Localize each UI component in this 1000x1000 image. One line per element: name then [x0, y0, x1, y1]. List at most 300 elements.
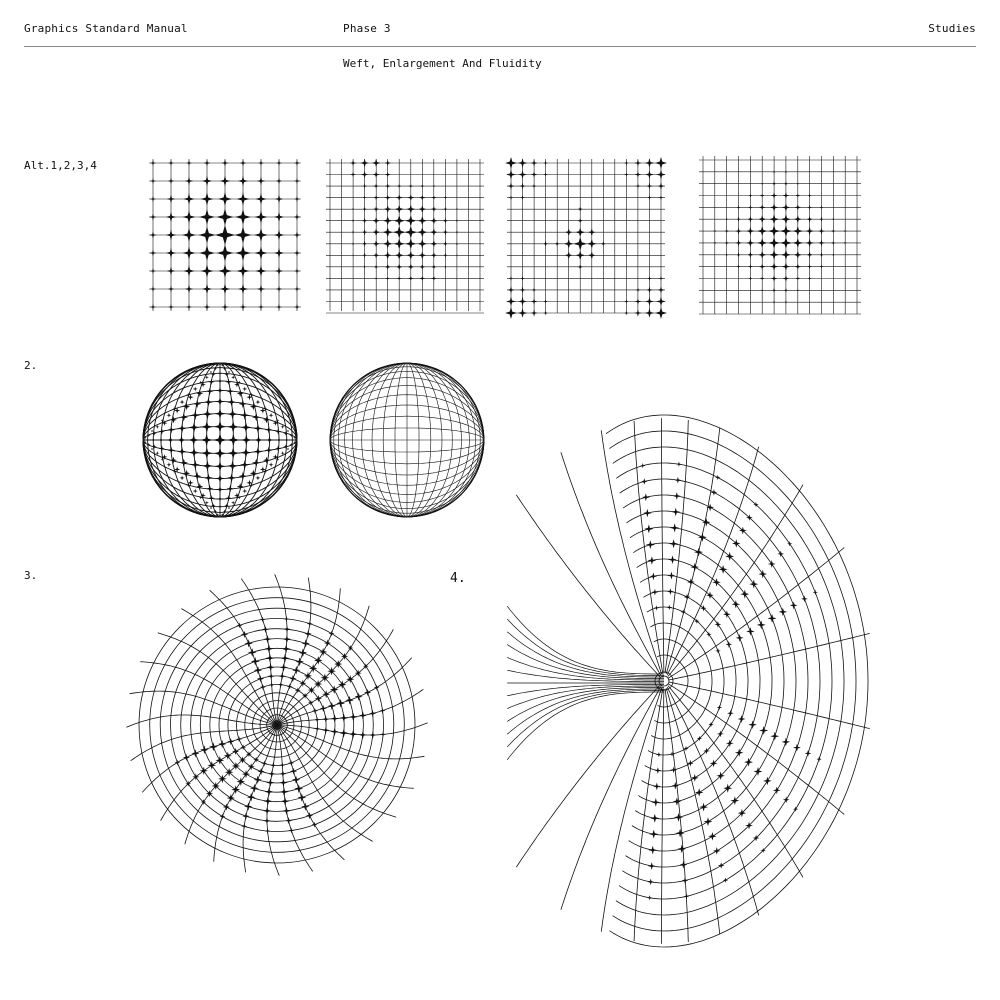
node-star: [151, 429, 154, 432]
node-star: [362, 253, 367, 258]
node-star: [408, 184, 413, 189]
node-star: [189, 422, 200, 433]
node-star: [322, 716, 329, 723]
node-star: [383, 205, 392, 214]
node-star: [294, 160, 300, 166]
node-star: [531, 287, 536, 292]
node-star: [455, 254, 458, 257]
node-star: [241, 447, 252, 458]
node-star: [796, 182, 800, 186]
node-star: [286, 429, 289, 432]
node-star: [232, 748, 239, 755]
node-star: [652, 798, 661, 807]
node-star: [297, 793, 306, 802]
node-star: [202, 284, 212, 294]
node-star: [216, 387, 224, 395]
node-star: [419, 275, 425, 281]
node-star: [254, 228, 268, 242]
node-star: [369, 731, 376, 738]
node-star: [166, 462, 171, 467]
node-star: [407, 194, 414, 201]
study-alt-4: [699, 156, 861, 314]
node-star: [746, 239, 755, 248]
node-star: [738, 715, 746, 723]
node-star: [319, 648, 327, 656]
node-star: [266, 654, 275, 663]
node-star: [653, 783, 661, 791]
node-star: [708, 832, 717, 841]
node-star: [807, 205, 812, 210]
node-star: [805, 227, 814, 236]
node-star: [384, 194, 391, 201]
node-star: [240, 304, 247, 311]
node-star: [231, 785, 240, 794]
node-star: [274, 230, 284, 240]
funnel-ring: [647, 607, 724, 755]
node-star: [383, 251, 392, 259]
node-star: [645, 297, 654, 306]
node-star: [252, 459, 260, 467]
node-star: [695, 788, 704, 797]
node-star: [647, 195, 651, 199]
funnel-ring: [613, 447, 844, 915]
node-star: [182, 228, 196, 242]
node-star: [218, 264, 232, 278]
node-star: [322, 727, 329, 734]
node-star: [740, 590, 749, 599]
node-star: [406, 204, 415, 213]
node-star: [217, 496, 223, 502]
node-star: [380, 731, 386, 737]
node-star: [694, 548, 703, 557]
node-star: [736, 634, 744, 642]
node-star: [816, 756, 821, 761]
node-star: [174, 760, 180, 766]
node-star: [624, 161, 629, 166]
node-star: [270, 414, 273, 417]
node-star: [673, 492, 681, 500]
node-star: [780, 237, 792, 249]
node-star: [331, 715, 339, 723]
node-star: [770, 203, 779, 212]
node-star: [227, 738, 234, 745]
node-star: [831, 217, 835, 221]
node-star: [150, 178, 156, 184]
node-star: [726, 739, 734, 747]
node-star: [640, 463, 645, 468]
node-star: [408, 275, 414, 281]
node-star: [168, 304, 174, 310]
node-star: [772, 181, 777, 186]
node-star: [306, 812, 313, 819]
node-star: [274, 212, 284, 222]
node-star: [404, 226, 417, 239]
node-star: [642, 493, 650, 501]
node-star: [565, 228, 573, 236]
node-star: [843, 229, 847, 233]
node-star: [372, 217, 380, 225]
node-star: [237, 193, 250, 206]
funnel-flow-line: [661, 689, 664, 944]
node-star: [258, 768, 265, 775]
node-star: [151, 438, 156, 443]
node-star: [206, 387, 214, 395]
node-star: [295, 687, 301, 693]
header-studies: Studies: [928, 22, 976, 35]
node-star: [258, 160, 264, 166]
node-star: [150, 304, 156, 310]
node-star: [735, 748, 744, 757]
node-star: [245, 639, 253, 647]
node-star: [704, 817, 713, 826]
node-star: [364, 689, 371, 696]
node-star: [276, 437, 282, 443]
node-star: [724, 240, 729, 245]
node-star: [242, 770, 250, 778]
node-star: [647, 879, 654, 886]
node-star: [373, 195, 379, 201]
node-star: [668, 555, 677, 564]
node-star: [193, 489, 198, 494]
node-star: [656, 297, 666, 307]
node-star: [276, 178, 282, 184]
node-star: [397, 184, 402, 189]
node-star: [793, 238, 803, 248]
node-star: [237, 265, 250, 278]
node-star: [509, 195, 514, 200]
node-star: [150, 196, 156, 202]
node-star: [737, 205, 741, 209]
node-star: [530, 309, 537, 316]
node-star: [506, 297, 516, 307]
node-star: [819, 252, 824, 257]
node-star: [215, 461, 226, 472]
node-star: [215, 756, 224, 765]
node-star: [152, 431, 157, 436]
node-star: [339, 729, 348, 738]
node-star: [351, 254, 354, 257]
study-alt-2: [326, 159, 484, 313]
node-star: [647, 276, 651, 280]
node-star: [772, 288, 777, 293]
node-star: [635, 287, 640, 292]
node-star: [228, 506, 231, 509]
funnel-throat-line: [507, 691, 664, 748]
node-star: [217, 245, 234, 262]
node-star: [588, 251, 596, 259]
node-star: [209, 371, 212, 374]
node-star: [355, 693, 363, 701]
node-star: [351, 208, 354, 211]
node-star: [713, 847, 721, 855]
node-star: [737, 265, 741, 269]
node-star: [417, 227, 428, 238]
node-star: [242, 813, 249, 820]
node-star: [657, 286, 664, 293]
node-star: [146, 438, 149, 441]
polar-spoke: [181, 609, 277, 725]
node-star: [795, 276, 800, 281]
node-star: [362, 207, 367, 212]
section-label-2: 2.: [24, 359, 38, 372]
node-star: [189, 447, 200, 458]
node-star: [806, 216, 813, 223]
node-star: [152, 444, 157, 449]
node-star: [196, 483, 203, 490]
node-star: [779, 608, 788, 617]
node-star: [673, 797, 682, 806]
node-star: [237, 483, 244, 490]
node-star: [715, 475, 720, 480]
node-star: [575, 250, 585, 260]
node-star: [239, 472, 247, 480]
node-star: [183, 403, 190, 410]
node-star: [238, 176, 248, 186]
node-star: [193, 472, 201, 480]
node-star: [831, 229, 836, 234]
node-star: [455, 219, 459, 223]
node-star: [288, 760, 294, 766]
node-star: [265, 828, 271, 834]
funnel-flow-line: [634, 421, 663, 673]
funnel-flow-line: [634, 689, 663, 941]
section-label-alt: Alt.1,2,3,4: [24, 159, 97, 172]
node-star: [263, 635, 271, 643]
node-star: [781, 214, 791, 224]
node-star: [723, 877, 728, 882]
node-star: [530, 159, 537, 166]
node-star: [294, 196, 300, 202]
node-star: [758, 570, 767, 579]
node-star: [204, 398, 213, 407]
node-star: [227, 473, 236, 482]
header-phase: Phase 3: [343, 22, 391, 35]
node-star: [442, 218, 448, 224]
node-star: [372, 240, 380, 248]
node-star: [575, 227, 585, 237]
node-star: [577, 264, 583, 270]
node-star: [794, 204, 801, 211]
node-star: [217, 378, 223, 384]
node-star: [168, 286, 174, 292]
node-star: [280, 663, 288, 671]
node-star: [253, 757, 259, 763]
node-star: [185, 285, 193, 293]
funnel-ring: [620, 479, 820, 883]
node-star: [646, 540, 655, 549]
node-star: [676, 461, 681, 466]
node-star: [361, 229, 367, 235]
node-star: [294, 268, 300, 274]
funnel-flow-line: [561, 452, 661, 675]
node-star: [185, 177, 193, 185]
node-star: [684, 594, 691, 601]
node-star: [644, 524, 653, 533]
node-star: [227, 447, 239, 459]
node-star: [267, 663, 275, 671]
polar-spoke: [277, 725, 424, 759]
node-star: [699, 803, 708, 812]
node-star: [237, 390, 244, 397]
node-star: [167, 436, 175, 444]
node-star: [670, 767, 677, 774]
node-star: [443, 196, 447, 200]
node-star: [254, 435, 263, 444]
node-star: [819, 217, 824, 222]
node-star: [417, 239, 427, 249]
node-star: [150, 214, 157, 221]
node-star: [328, 702, 336, 710]
node-star: [218, 371, 223, 376]
node-star: [228, 371, 231, 374]
node-star: [227, 434, 239, 446]
node-star: [349, 713, 358, 722]
node-star: [294, 214, 301, 221]
node-star: [200, 767, 208, 775]
node-star: [790, 601, 798, 609]
node-star: [166, 248, 176, 258]
node-star: [226, 495, 232, 501]
node-star: [263, 457, 270, 464]
node-star: [196, 390, 203, 397]
node-star: [784, 170, 788, 174]
node-star: [168, 178, 174, 184]
polar-spoke: [161, 725, 277, 821]
polar-spoke: [130, 691, 277, 725]
node-star: [299, 680, 306, 687]
node-star: [713, 241, 717, 245]
node-star: [397, 276, 402, 281]
node-star: [385, 172, 391, 178]
node-star: [652, 589, 659, 596]
node-star: [518, 308, 528, 318]
node-star: [509, 276, 514, 281]
node-star: [248, 648, 257, 657]
node-star: [315, 695, 322, 702]
node-star: [167, 267, 175, 275]
node-star: [301, 803, 309, 811]
node-star: [221, 159, 228, 166]
node-star: [298, 648, 307, 657]
node-star: [240, 744, 246, 750]
node-star: [543, 172, 547, 176]
node-star: [312, 822, 318, 828]
node-star: [393, 215, 405, 227]
node-star: [287, 684, 293, 690]
node-star: [418, 205, 427, 214]
node-star: [240, 410, 250, 420]
node-star: [543, 311, 548, 316]
node-star: [369, 710, 376, 717]
node-star: [382, 227, 393, 238]
node-star: [256, 194, 267, 205]
node-star: [240, 160, 247, 167]
node-star: [795, 193, 800, 198]
node-star: [819, 265, 823, 269]
node-star: [543, 241, 549, 247]
node-star: [218, 740, 226, 748]
node-star: [263, 416, 270, 423]
node-star: [251, 657, 260, 666]
node-star: [793, 744, 801, 752]
node-star: [211, 372, 216, 377]
node-star: [372, 171, 379, 178]
node-star: [641, 478, 648, 485]
node-star: [241, 435, 252, 446]
node-star: [279, 673, 286, 680]
node-star: [170, 457, 177, 464]
node-star: [717, 705, 722, 710]
funnel-ring: [630, 527, 784, 835]
node-star: [166, 212, 176, 222]
node-star: [518, 297, 527, 306]
node-star: [684, 894, 689, 899]
node-star: [655, 307, 667, 319]
node-star: [275, 428, 281, 434]
node-star: [255, 247, 268, 260]
node-star: [793, 250, 802, 259]
node-star: [304, 630, 311, 637]
node-star: [531, 171, 538, 178]
node-star: [180, 459, 188, 467]
node-star: [805, 239, 814, 248]
node-star: [215, 474, 224, 483]
node-star: [226, 379, 232, 385]
study-sphere-light: [330, 363, 484, 517]
node-star: [760, 193, 765, 198]
node-star: [215, 225, 235, 245]
node-star: [768, 225, 780, 237]
node-star: [647, 895, 652, 900]
node-star: [650, 572, 658, 580]
node-star: [294, 304, 300, 310]
node-star: [674, 813, 683, 822]
node-star: [394, 251, 403, 260]
node-star: [384, 160, 390, 166]
node-star: [373, 206, 380, 213]
node-star: [793, 215, 802, 224]
node-star: [635, 298, 642, 305]
node-star: [655, 767, 662, 774]
node-star: [338, 680, 347, 689]
node-star: [262, 626, 269, 633]
node-star: [252, 413, 260, 421]
node-star: [220, 284, 230, 294]
node-star: [361, 171, 368, 178]
node-star: [346, 675, 354, 683]
node-star: [292, 666, 300, 674]
node-star: [224, 752, 232, 760]
node-star: [329, 631, 335, 637]
node-star: [186, 160, 192, 166]
node-star: [455, 230, 459, 234]
node-star: [783, 796, 790, 803]
node-star: [202, 176, 212, 186]
funnel-flow-line: [601, 430, 661, 674]
node-star: [746, 227, 755, 236]
funnel-ring: [650, 623, 712, 739]
node-star: [771, 192, 778, 199]
study-alt-1: [149, 159, 301, 311]
node-star: [285, 817, 292, 824]
node-star: [749, 580, 758, 589]
polar-spoke: [277, 725, 373, 841]
node-star: [218, 511, 221, 514]
node-star: [244, 802, 252, 810]
node-star: [209, 506, 212, 509]
node-star: [202, 461, 213, 472]
node-star: [406, 251, 415, 260]
